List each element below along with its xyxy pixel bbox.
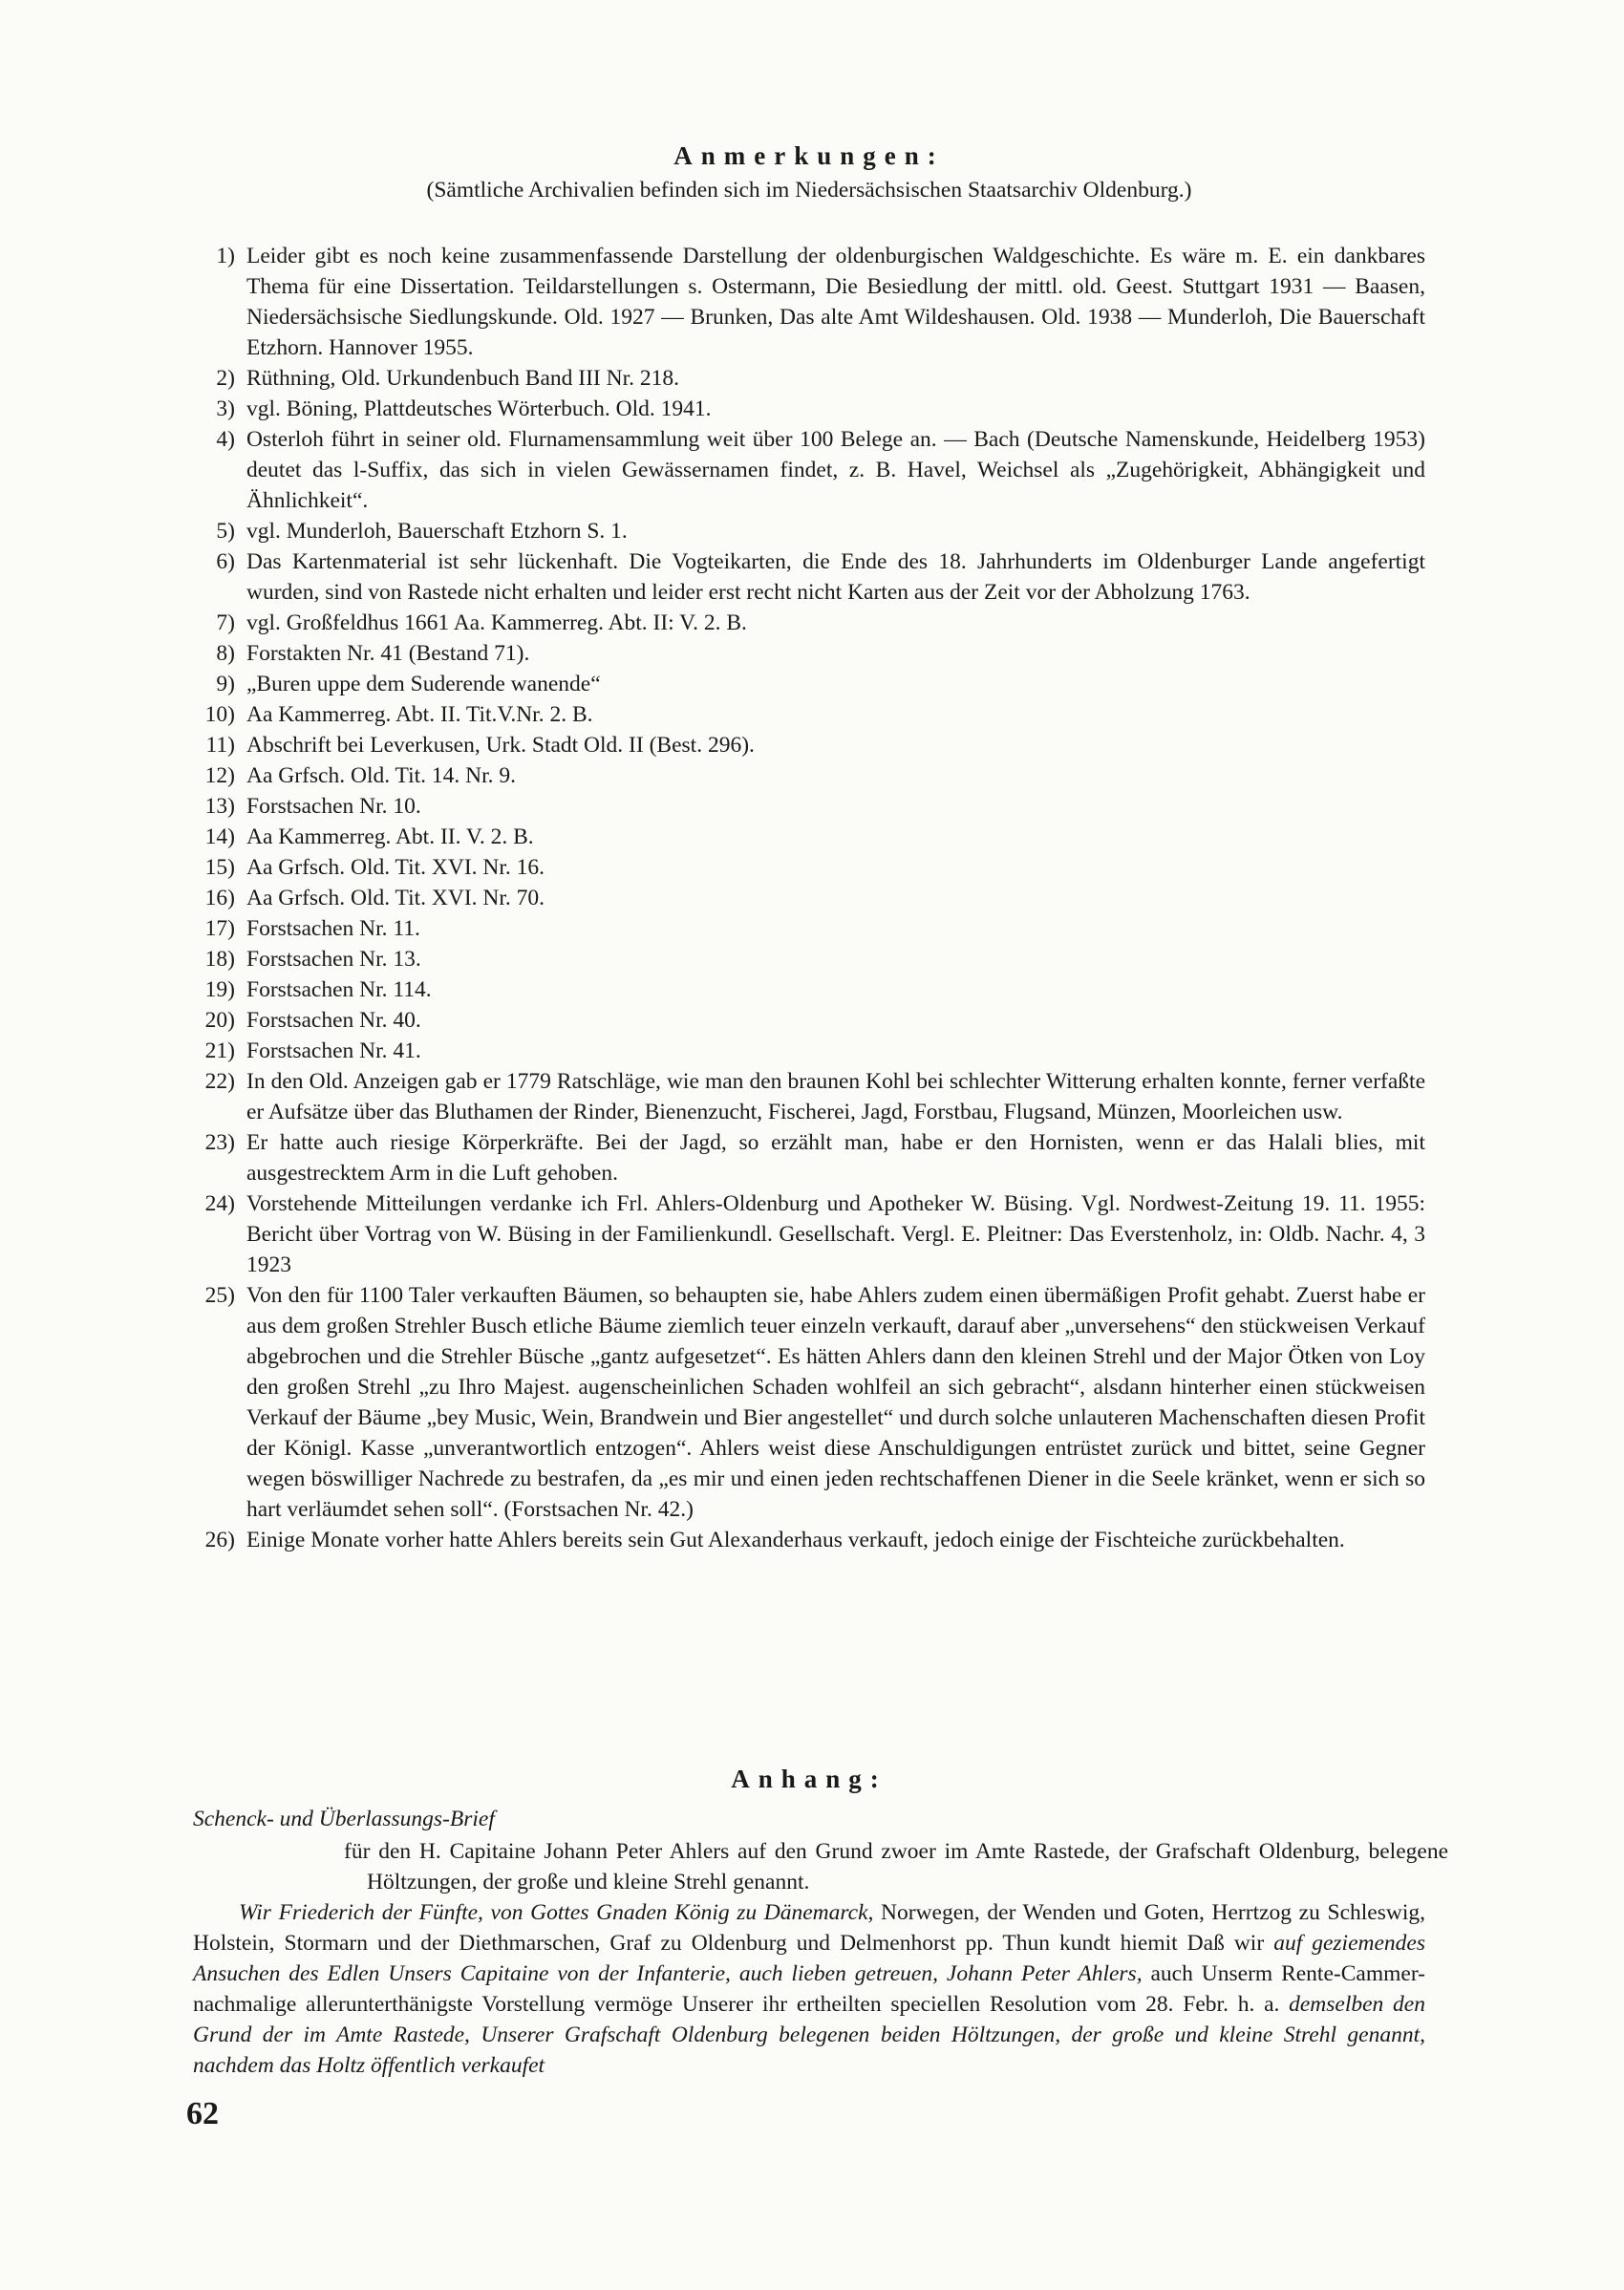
footnote-number: 23) [204, 1130, 235, 1155]
footnote-number: 8) [216, 641, 235, 666]
footnote-number: 15) [204, 855, 235, 880]
footnote-item [193, 1525, 1425, 1555]
footnote-number: 3) [216, 396, 235, 421]
annex-title: Anhang: [731, 1765, 887, 1793]
footnote-text: Aa Grfsch. Old. Tit. XVI. Nr. 16. [246, 855, 545, 880]
footnote-text: Aa Grfsch. Old. Tit. 14. Nr. 9. [246, 763, 517, 788]
footnote-number: 22) [204, 1069, 235, 1094]
footnote-text: Leider gibt es noch keine zusammenfassende Darstellung der oldenburgischen Waldgeschichte. Es wäre m. E. ein dankbares Thema für eine Dissertation. Teildarstellungen s. Ostermann, Die Besiedlung der mittl. old. Geest. Stuttgart 1931 — Baasen, Niedersächsische Siedlungskunde. Old. 1927 — Brunken, Das alte Amt Wildeshausen. Old. 1938 — Munderloh, Die Bauerschaft Etzhorn. Hannover 1955. [246, 244, 1425, 360]
footnote-item [193, 608, 1425, 638]
footnote-item [193, 1188, 1425, 1280]
footnote-number: 19) [204, 977, 235, 1002]
annex-body-italic-run: Wir Friederich der Fünfte, von Gottes Gnaden König zu Dänemarck, [239, 1900, 874, 1925]
footnote-text: Aa Kammerreg. Abt. II. V. 2. B. [246, 824, 534, 849]
footnote-item [193, 638, 1425, 669]
footnote-text: vgl. Munderloh, Bauerschaft Etzhorn S. 1. [246, 519, 628, 544]
footnote-text: Von den für 1100 Taler verkauften Bäumen, so behaupten sie, habe Ahlers zudem einen übermäßigen Profit gehabt. Zuerst habe er aus dem großen Strehler Busch etliche Bäume ziemlich teuer einzeln verkauft, darauf aber „unversehens“ den stückweisen Verkauf abgebrochen und die Strehler Büsche „gantz aufgesetzet“. Es hätten Ahlers dann den kleinen Strehl und der Major Ötken von Loy den großen Strehl „zu Ihro Majest. augenscheinlichen Schaden wohlfeil an sich gebracht“, alsdann hinterher einen stückweisen Verkauf der Bäume „bey Music, Wein, Brandwein und Bier angestellet“ und durch solche unlauteren Machenschaften diesen Profit der Königl. Kasse „unverantwortlich entzogen“. Ahlers weist diese Anschuldigungen entrüstet zurück und bittet, seine Gegner wegen böswilliger Nachrede zu bestrafen, da „es mir und einen jeden rechtschaffenen Diener in die Seele kränket, wenn er sich so hart verläumdet sehen soll“. (Forstsachen Nr. 42.) [246, 1283, 1425, 1522]
annex-body-italic-run: auf geziemendes Ansuchen des Edlen Unsers Capitaine von der Infanterie, auch lieben getreuen, Johann Peter Ahlers, [193, 1931, 1425, 1986]
footnote-item [193, 883, 1425, 913]
footnote-text: Er hatte auch riesige Körperkräfte. Bei der Jagd, so erzählt man, habe er den Hornisten, wenn er das Halali blies, mit ausgestrecktem Arm in die Luft gehoben. [246, 1130, 1425, 1186]
footnote-item [193, 944, 1425, 974]
footnote-item [193, 730, 1425, 760]
footnote-item [193, 363, 1425, 394]
footnote-item [193, 241, 1425, 363]
footnote-text: Forstakten Nr. 41 (Bestand 71). [246, 641, 530, 666]
notes-title: Anmerkungen: [673, 141, 945, 170]
annex-body [193, 1897, 1425, 2081]
footnote-text: Rüthning, Old. Urkundenbuch Band III Nr. 218. [246, 366, 679, 391]
footnote-number: 21) [204, 1038, 235, 1063]
footnote-text: „Buren uppe dem Suderende wanende“ [246, 672, 601, 696]
annex-body-run: auch Unserm Rente-Cammer-nachmalige allerunterthänigste Vorstellung vermöge Unserer ihr ertheilten speciellen Resolution vom 28. Febr. h. a. [193, 1961, 1425, 2017]
footnote-number: 20) [204, 1008, 235, 1033]
footnote-text: vgl. Großfeldhus 1661 Aa. Kammerreg. Abt. II: V. 2. B. [246, 610, 747, 635]
annex-body-run: Norwegen, der Wenden und Goten, Herrtzog zu Schleswig, Holstein, Stormarn und der Diethmarschen, Graf zu Oldenburg und Delmenhorst pp. Thun kundt hiemit Daß wir [193, 1900, 1425, 1956]
footnote-number: 7) [216, 610, 235, 635]
notes-subtitle: (Sämtliche Archivalien befinden sich im Niedersächsischen Staatsarchiv Oldenburg.) [426, 178, 1192, 203]
footnote-item [193, 699, 1425, 730]
footnote-number: 14) [204, 824, 235, 849]
footnote-item [193, 546, 1425, 608]
notes-list [193, 241, 1425, 1555]
footnote-item [193, 394, 1425, 424]
footnote-text: Forstsachen Nr. 114. [246, 977, 432, 1002]
footnote-item [193, 424, 1425, 516]
footnote-item [193, 974, 1425, 1005]
footnote-text: vgl. Böning, Plattdeutsches Wörterbuch. Old. 1941. [246, 396, 712, 421]
footnote-text: Forstsachen Nr. 40. [246, 1008, 421, 1033]
footnote-text: Aa Grfsch. Old. Tit. XVI. Nr. 70. [246, 886, 545, 910]
footnote-text: In den Old. Anzeigen gab er 1779 Ratschläge, wie man den braunen Kohl bei schlechter Witterung erhalten konnte, ferner verfaßte er Aufsätze über das Bluthamen der Rinder, Bienenzucht, Fischerei, Jagd, Forstbau, Flugsand, Münzen, Moorleichen usw. [246, 1069, 1425, 1124]
footnote-item [193, 791, 1425, 822]
footnote-number: 16) [204, 886, 235, 910]
footnote-text: Osterloh führt in seiner old. Flurnamensammlung weit über 100 Belege an. — Bach (Deutsche Namenskunde, Heidelberg 1953) deutet das l-Suffix, das sich in vielen Gewässernamen findet, z. B. Havel, Weichsel als „Zugehörigkeit, Abhängigkeit und Ähnlichkeit“. [246, 427, 1425, 513]
footnote-item [193, 822, 1425, 852]
footnote-item [193, 760, 1425, 791]
footnote-text: Aa Kammerreg. Abt. II. Tit.V.Nr. 2. B. [246, 702, 593, 727]
footnote-item [193, 1036, 1425, 1066]
footnote-number: 11) [205, 733, 235, 758]
annex-heading: Schenck- und Überlassungs-Brief [193, 1807, 495, 1831]
footnote-number: 25) [204, 1283, 235, 1308]
footnote-text: Abschrift bei Leverkusen, Urk. Stadt Old. II (Best. 296). [246, 733, 755, 758]
footnote-number: 17) [204, 916, 235, 941]
footnote-item [193, 1066, 1425, 1127]
footnote-item [193, 1280, 1425, 1525]
footnote-text: Forstsachen Nr. 41. [246, 1038, 421, 1063]
footnote-item [193, 1127, 1425, 1188]
page-number: 62 [186, 2096, 219, 2131]
footnote-number: 10) [204, 702, 235, 727]
footnote-number: 26) [204, 1528, 235, 1552]
footnote-number: 2) [216, 366, 235, 391]
footnote-text: Vorstehende Mitteilungen verdanke ich Frl. Ahlers-Oldenburg und Apotheker W. Büsing. Vgl. Nordwest-Zeitung 19. 11. 1955: Bericht über Vortrag von W. Büsing in der Familienkundl. Gesellschaft. Vergl. E. Pleitner: Das Everstenholz, in: Oldb. Nachr. 4, 3 1923 [246, 1191, 1425, 1277]
footnote-item [193, 913, 1425, 944]
footnote-item [193, 669, 1425, 699]
footnote-text: Forstsachen Nr. 11. [246, 916, 420, 941]
annex-body-italic-run: demselben den Grund der im Amte Rastede, Unserer Grafschaft Oldenburg belegenen beiden Höltzungen, der große und kleine Strehl genannt, nachdem das Holtz öffentlich verkaufet [193, 1992, 1425, 2078]
footnote-number: 12) [204, 763, 235, 788]
footnote-number: 4) [216, 427, 235, 452]
footnote-text: Das Kartenmaterial ist sehr lückenhaft. Die Vogteikarten, die Ende des 18. Jahrhunderts im Oldenburger Lande angefertigt wurden, sind von Rastede nicht erhalten und leider erst recht nicht Karten aus der Zeit vor der Abholzung 1763. [246, 549, 1425, 605]
footnote-item [193, 516, 1425, 546]
footnote-text: Einige Monate vorher hatte Ahlers bereits sein Gut Alexanderhaus verkauft, jedoch einige der Fischteiche zurückbehalten. [246, 1528, 1345, 1552]
footnote-number: 1) [216, 244, 235, 268]
footnote-number: 5) [216, 519, 235, 544]
footnote-number: 13) [204, 794, 235, 819]
footnote-item [193, 852, 1425, 883]
footnote-number: 24) [204, 1191, 235, 1216]
footnote-number: 9) [216, 672, 235, 696]
footnote-item [193, 1005, 1425, 1036]
footnote-text: Forstsachen Nr. 10. [246, 794, 421, 819]
annex-intro: für den H. Capitaine Johann Peter Ahlers auf den Grund zwoer im Amte Rastede, der Grafschaft Oldenburg, belegene Höltzungen, der große und kleine Strehl genannt. [344, 1839, 1448, 1894]
footnote-text: Forstsachen Nr. 13. [246, 947, 421, 972]
footnote-number: 18) [204, 947, 235, 972]
footnote-number: 6) [216, 549, 235, 574]
